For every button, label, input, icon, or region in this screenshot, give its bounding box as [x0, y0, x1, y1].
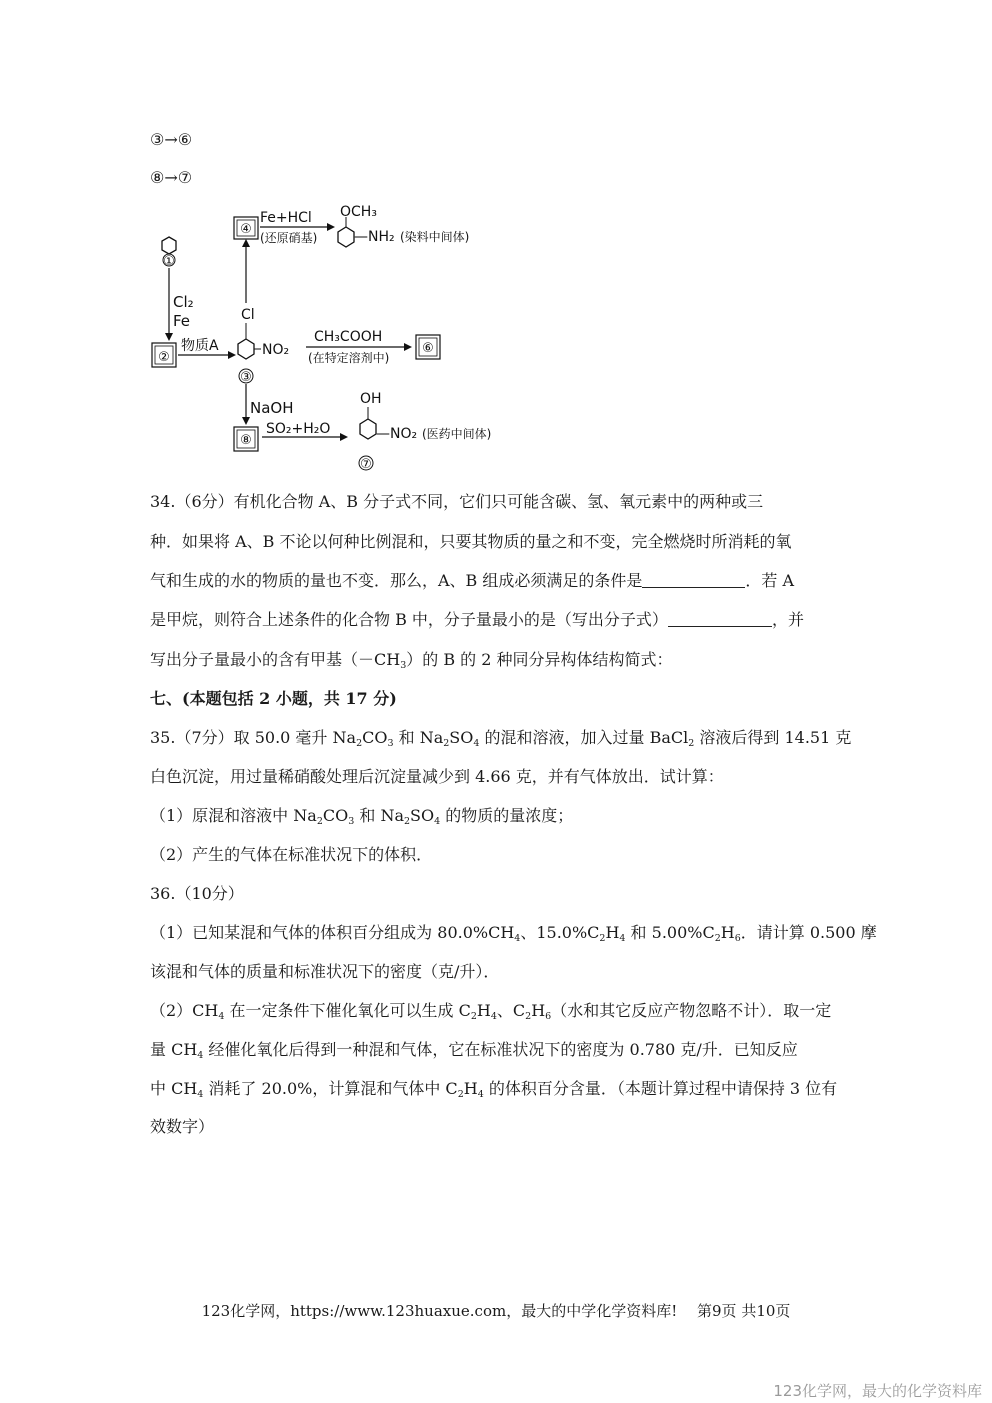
reagent-fe-hcl: Fe+HCl: [260, 210, 312, 226]
substituent-oh: OH: [360, 391, 382, 407]
q35-line-3: （1）原混和溶液中 Na2CO3 和 Na2SO4 的物质的量浓度；: [150, 806, 574, 827]
substituent-no2: NO₂: [262, 342, 290, 358]
watermark: 123化学网，最大的化学资料库: [773, 1382, 982, 1400]
section-7-heading: 七、(本题包括 2 小题，共 17 分): [150, 689, 397, 708]
substituent-och3: OCH₃: [340, 205, 377, 220]
q35-line-2: 白色沉淀，用过量稀硝酸处理后沉淀量减少到 4.66 克，并有气体放出．试计算：: [150, 767, 724, 786]
label-compound-1: ①: [163, 254, 175, 269]
q36-line-1: 36.（10分）: [150, 884, 244, 903]
reagent-ch3cooh: CH₃COOH: [314, 329, 383, 345]
condition-solvent: (在特定溶剂中): [308, 351, 390, 365]
product-medicine-intermediate: (医药中间体): [422, 427, 492, 441]
benzene-ring-1: [162, 237, 176, 254]
q36-line-3: 该混和气体的质量和标准状况下的密度（克/升）．: [150, 962, 500, 981]
condition-reduce-nitro: (还原硝基): [260, 231, 318, 245]
q34-line-3: 气和生成的水的物质的量也不变．那么，A、B 组成必须满足的条件是 ．若 A: [150, 571, 795, 590]
label-compound-3: ③: [240, 370, 252, 385]
q36-line-4: （2）CH4 在一定条件下催化氧化可以生成 C2H4、C2H6（水和其它反应产物忽略不计）．取一定: [150, 1001, 832, 1022]
substituent-cl: Cl: [241, 307, 255, 323]
q34-line-4: 是甲烷，则符合上述条件的化合物 B 中，分子量最小的是（写出分子式） ，并: [150, 610, 804, 629]
q34-line-1: 34.（6分）有机化合物 A、B 分子式不同，它们只可能含碳、氢、氧元素中的两种或三: [150, 492, 764, 511]
q36-line-6: 中 CH4 消耗了 20.0%，计算混和气体中 C2H4 的体积百分含量．（本题计算过程中请保持 3 位有: [150, 1079, 838, 1100]
benzene-ring-3: [238, 339, 254, 359]
page-footer: 123化学网，https://www.123huaxue.com，最大的中学化学资料库! 第9页 共10页: [201, 1302, 791, 1320]
benzene-ring-dye: [338, 227, 354, 247]
reagent-fe: Fe: [173, 312, 191, 330]
benzene-ring-medicine: [360, 419, 376, 439]
q35-line-1: 35.（7分）取 50.0 毫升 Na2CO3 和 Na2SO4 的混和溶液，加入过量 BaCl2 溶液后得到 14.51 克: [150, 728, 852, 749]
substituent-no2-medicine: —NO₂: [376, 426, 418, 442]
answer-line-1: ③→⑥: [150, 130, 193, 149]
q36-line-7: 效数字）: [150, 1117, 215, 1136]
answer-line-2: ⑧→⑦: [150, 168, 193, 187]
q34-line-5: 写出分子量最小的含有甲基（－CH3）的 B 的 2 种同分异构体结构简式：: [150, 650, 673, 671]
reaction-scheme-diagram: [148, 205, 528, 477]
q36-line-2: （1）已知某混和气体的体积百分组成为 80.0%CH4、15.0%C2H4 和 5.00%C2H6．请计算 0.500 摩: [150, 923, 877, 944]
reagent-substance-a: 物质A: [181, 338, 219, 354]
box-compound-8: ⑧: [240, 433, 252, 448]
q35-line-4: （2）产生的气体在标准状况下的体积．: [150, 845, 433, 864]
product-dye-intermediate: (染料中间体): [400, 230, 470, 244]
q34-blank-formula[interactable]: [668, 611, 772, 627]
reagent-so2-h2o: SO₂+H₂O: [266, 421, 331, 437]
q34-line-2: 种．如果将 A、B 不论以何种比例混和，只要其物质的量之和不变，完全燃烧时所消耗的氧: [150, 532, 792, 551]
box-compound-6: ⑥: [422, 341, 434, 356]
label-compound-7: ⑦: [360, 457, 372, 472]
reagent-naoh: NaOH: [250, 399, 294, 417]
box-compound-2: ②: [158, 350, 170, 365]
reagent-cl2: Cl₂: [173, 293, 194, 311]
q36-line-5: 量 CH4 经催化氧化后得到一种混和气体，它在标准状况下的密度为 0.780 克/升．已知反应: [150, 1040, 798, 1061]
substituent-nh2: —NH₂: [354, 229, 395, 245]
q34-blank-condition[interactable]: [642, 572, 745, 588]
box-compound-4: ④: [240, 222, 252, 237]
